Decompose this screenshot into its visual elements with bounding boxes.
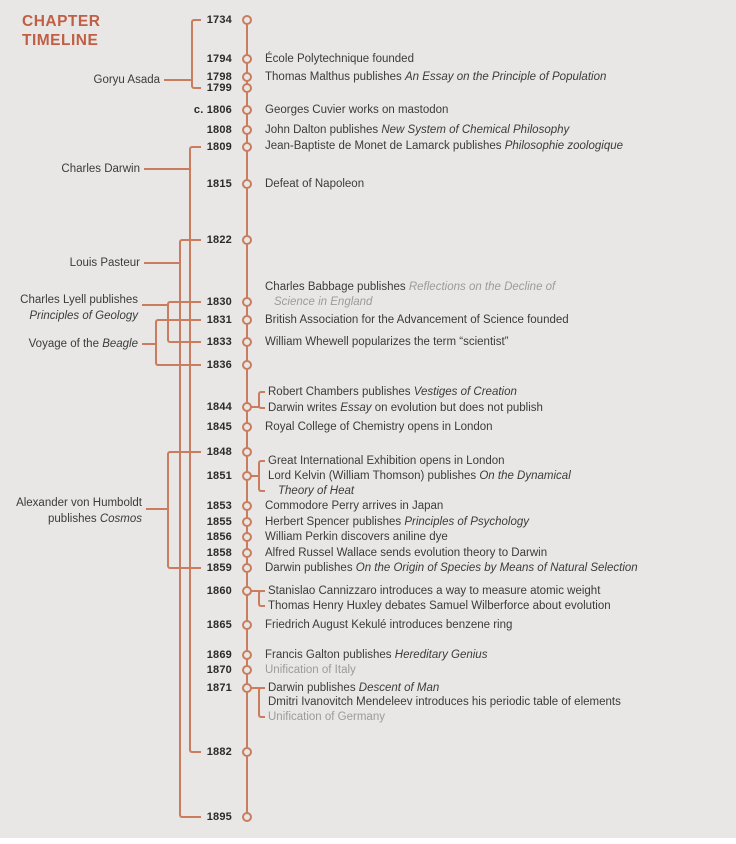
event-1855: [265, 515, 529, 529]
event-1860: [268, 584, 600, 598]
event-1859: [265, 561, 638, 575]
year-node: [242, 337, 252, 347]
year-label: 1808: [206, 124, 232, 136]
event-text: Dmitri Ivanovitch Mendeleev introduces his periodic table of elements: [268, 696, 621, 708]
event-text: Philosophie zoologique: [504, 140, 624, 152]
event-text: École Polytechnique founded: [265, 53, 414, 65]
event-text: Great International Exhibition opens in London: [268, 455, 505, 467]
year-label: 1830: [206, 296, 232, 308]
event-1815: [265, 177, 364, 191]
year-node: [242, 586, 252, 596]
event-1851: [278, 484, 354, 498]
year-node: [242, 297, 252, 307]
event-text: British Association for the Advancement of Science founded: [265, 314, 569, 326]
year-node: [242, 447, 252, 457]
side-label-text: Charles Lyell publishes: [20, 294, 138, 306]
event-text: Lord Kelvin (William Thomson) publishes: [268, 470, 480, 482]
year-node: [242, 360, 252, 370]
year-node: [242, 402, 252, 412]
event-text: An Essay on the Principle of Population: [404, 71, 607, 83]
year-label: 1822: [206, 234, 232, 246]
year-label: 1870: [206, 664, 232, 676]
side-label-goryu-asada: [94, 73, 160, 87]
event-c-1806: [265, 103, 448, 117]
year-label: 1798: [206, 71, 232, 83]
year-label: 1794: [206, 53, 232, 65]
event-text: William Perkin discovers aniline dye: [265, 531, 448, 543]
side-label-charles-lyell-principles-of-geology: [20, 293, 138, 307]
event-1844: [268, 401, 543, 415]
year-node: [242, 105, 252, 115]
year-node: [242, 15, 252, 25]
event-1871: [268, 710, 385, 724]
year-node: [242, 747, 252, 757]
year-node: [242, 620, 252, 630]
event-1830: [274, 295, 372, 309]
event-text: Darwin writes: [268, 402, 341, 414]
side-label-text: publishes: [48, 513, 100, 525]
year-node: [242, 83, 252, 93]
year-label: 1845: [206, 421, 232, 433]
year-node: [242, 812, 252, 822]
event-text: New System of Chemical Philosophy: [381, 124, 570, 136]
side-label-text: Charles Darwin: [61, 163, 140, 175]
side-label-voyage-of-the-beagle: [29, 337, 138, 351]
side-label-text: Alexander von Humboldt: [16, 497, 142, 509]
event-text: Robert Chambers publishes: [268, 386, 414, 398]
event-text: Defeat of Napoleon: [265, 178, 365, 190]
year-node: [242, 665, 252, 675]
side-label-louis-pasteur: [70, 256, 140, 270]
event-1851: [268, 454, 505, 468]
year-label: 1859: [206, 562, 232, 574]
timeline-axis: [246, 20, 248, 817]
event-1853: [265, 499, 443, 513]
event-text: Hereditary Genius: [394, 649, 488, 661]
event-text: Darwin publishes: [268, 682, 359, 694]
year-node: [242, 422, 252, 432]
side-label-alexander-von-humboldt-cosmos: [48, 512, 142, 526]
year-label: 1809: [206, 141, 232, 153]
event-1856: [265, 530, 448, 544]
label-connector-louis-pasteur: [144, 262, 179, 264]
year-label: 1844: [206, 401, 232, 413]
event-text: Thomas Malthus publishes: [265, 71, 405, 83]
year-label: 1734: [206, 14, 232, 26]
year-label: 1833: [206, 336, 232, 348]
event-1798: [265, 70, 606, 84]
event-text: on evolution but does not publish: [371, 402, 543, 414]
event-text: Royal College of Chemistry opens in London: [265, 421, 493, 433]
event-1808: [265, 123, 569, 137]
year-label: 1865: [206, 619, 232, 631]
event-1830: [265, 280, 555, 294]
event-text: Descent of Man: [358, 682, 440, 694]
event-text: Commodore Perry arrives in Japan: [265, 500, 444, 512]
event-text: Francis Galton publishes: [265, 649, 395, 661]
side-label-text: Voyage of the: [28, 338, 103, 350]
event-text: Essay: [340, 402, 372, 414]
side-label-text: Beagle: [102, 338, 138, 350]
year-node: [242, 315, 252, 325]
year-node: [242, 548, 252, 558]
event-text: On the Origin of Species by Means of Natural Selection: [355, 562, 638, 574]
event-bracket-group-1860: [258, 590, 265, 607]
event-bracket-group-1871: [258, 687, 265, 718]
event-text: Thomas Henry Huxley debates Samuel Wilberforce about evolution: [268, 600, 611, 612]
event-text: Vestiges of Creation: [413, 386, 517, 398]
event-1844: [268, 385, 517, 399]
side-label-text: Louis Pasteur: [69, 257, 140, 269]
year-node: [242, 235, 252, 245]
event-text: Alfred Russel Wallace sends evolution theory to Darwin: [265, 547, 548, 559]
event-1871: [268, 695, 621, 709]
event-1851: [268, 469, 571, 483]
event-1865: [265, 618, 512, 632]
event-text: John Dalton publishes: [265, 124, 382, 136]
event-text: Herbert Spencer publishes: [265, 516, 405, 528]
event-text: Friedrich August Kekulé introduces benzene ring: [265, 619, 513, 631]
year-label: 1882: [206, 746, 232, 758]
event-text: Darwin publishes: [265, 562, 356, 574]
year-label: 1858: [206, 547, 232, 559]
side-label-text: Cosmos: [99, 513, 142, 525]
page-title-line-2: TIMELINE: [22, 32, 99, 49]
year-label: 1831: [206, 314, 232, 326]
event-text: Stanislao Cannizzaro introduces a way to measure atomic weight: [268, 585, 601, 597]
event-text: Unification of Germany: [268, 711, 385, 723]
year-node: [242, 179, 252, 189]
side-label-charles-darwin: [61, 162, 140, 176]
year-node: [242, 650, 252, 660]
year-node: [242, 471, 252, 481]
year-node: [242, 517, 252, 527]
event-text: Charles Babbage publishes: [265, 281, 409, 293]
year-label: 1853: [206, 500, 232, 512]
event-1858: [265, 546, 547, 560]
event-text: Jean-Baptiste de Monet de Lamarck publishes: [265, 140, 505, 152]
event-text: Science in England: [274, 296, 373, 308]
year-label: 1869: [206, 649, 232, 661]
event-1869: [265, 648, 487, 662]
event-text: Unification of Italy: [265, 664, 356, 676]
event-1871: [268, 681, 439, 695]
year-label: 1871: [206, 682, 232, 694]
year-label: 1856: [206, 531, 232, 543]
year-label: 1848: [206, 446, 232, 458]
year-node: [242, 683, 252, 693]
year-label: 1855: [206, 516, 232, 528]
event-1845: [265, 420, 493, 434]
event-1831: [265, 313, 569, 327]
event-1870: [265, 663, 356, 677]
year-node: [242, 125, 252, 135]
side-label-text: Goryu Asada: [93, 74, 160, 86]
page-title-line-1: CHAPTER: [22, 13, 101, 30]
event-text: Georges Cuvier works on mastodon: [265, 104, 449, 116]
event-text: Reflections on the Decline of: [408, 281, 556, 293]
year-label: 1799: [206, 82, 232, 94]
year-node: [242, 72, 252, 82]
page-title: [22, 12, 100, 50]
year-label: 1860: [206, 585, 232, 597]
event-1833: [265, 335, 508, 349]
event-text: William Whewell popularizes the term “scientist”: [265, 336, 509, 348]
event-text: Theory of Heat: [278, 485, 355, 497]
event-text: On the Dynamical: [479, 470, 571, 482]
side-label-charles-lyell-principles-of-geology: [29, 309, 138, 323]
event-text: Principles of Psychology: [404, 516, 530, 528]
year-node: [242, 142, 252, 152]
bottom-margin: [0, 838, 736, 844]
label-connector-charles-darwin: [144, 168, 189, 170]
year-label: 1851: [206, 470, 232, 482]
year-node: [242, 532, 252, 542]
year-node: [242, 54, 252, 64]
year-label: 1836: [206, 359, 232, 371]
event-1794: [265, 52, 414, 66]
year-node: [242, 563, 252, 573]
side-label-text: Principles of Geology: [29, 310, 138, 322]
event-1860: [268, 599, 611, 613]
event-1809: [265, 139, 623, 153]
side-label-alexander-von-humboldt-cosmos: [16, 496, 142, 510]
year-label: 1895: [206, 811, 232, 823]
year-node: [242, 501, 252, 511]
year-label: 1815: [206, 178, 232, 190]
year-label: c. 1806: [193, 104, 232, 116]
